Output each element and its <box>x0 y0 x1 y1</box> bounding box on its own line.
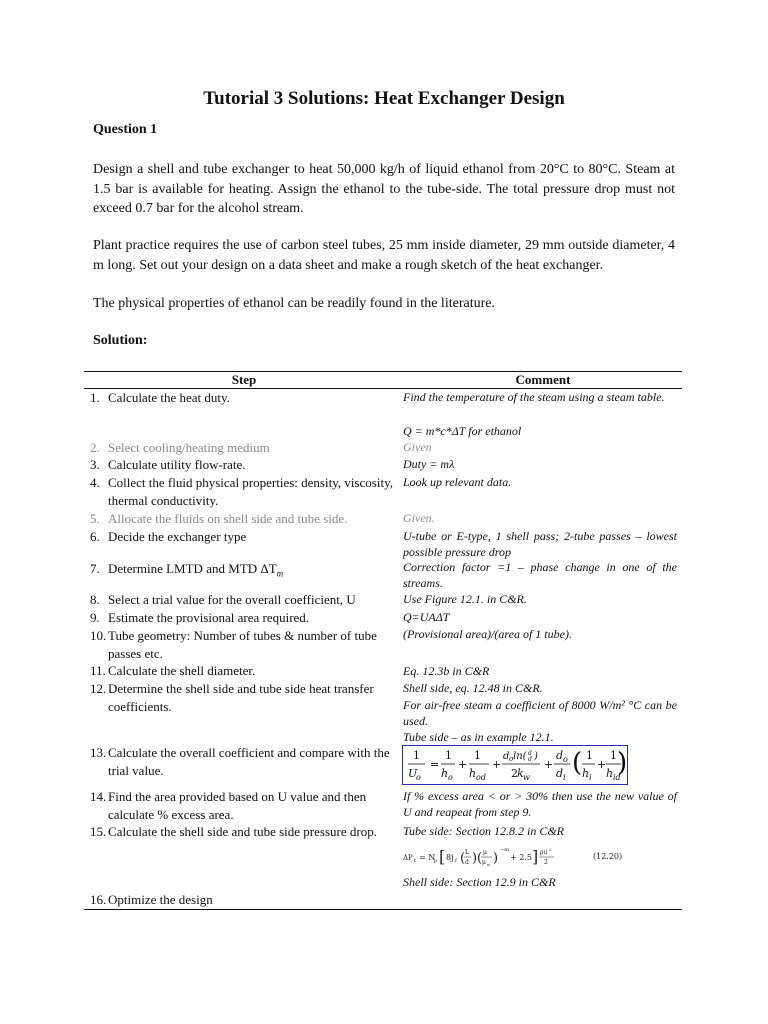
column-header-comment: Comment <box>515 372 571 387</box>
svg-text:): ) <box>493 851 499 866</box>
svg-text:1: 1 <box>610 749 617 762</box>
svg-text:+ 2.5: + 2.5 <box>510 853 532 862</box>
svg-text:h: h <box>441 767 449 780</box>
question-paragraph-2: Plant practice requires the use of carbon steel tubes, 25 mm inside diameter, 29 mm outside diameter, 4 m long. Set out your design on a data sheet and make a rough sketch of the heat exchanger. <box>93 238 675 273</box>
pressure-drop-formula <box>402 842 632 875</box>
svg-text:+: + <box>597 758 607 771</box>
svg-text:i: i <box>563 773 566 782</box>
question-heading: Question 1 <box>93 122 158 137</box>
row-step: Decide the exchanger type <box>108 529 247 544</box>
row-comment: Correction factor =1 – phase change in one of the streams. <box>403 560 677 590</box>
row-step-text: Determine LMTD and MTD ΔT <box>108 561 277 576</box>
row-step: Allocate the fluids on shell side and tube side. <box>108 511 348 526</box>
svg-text:d: d <box>556 767 564 780</box>
row-number: 9. <box>90 610 100 625</box>
svg-text:t: t <box>414 858 417 864</box>
svg-text:o: o <box>416 773 421 782</box>
svg-text:2: 2 <box>544 859 548 866</box>
question-paragraph-3: The physical properties of ethanol can be readily found in the literature. <box>93 296 495 311</box>
question-paragraph-1: Design a shell and tube exchanger to heat 50,000 kg/h of liquid ethanol from 20°C to 80°C. Steam at 1.5 bar is available for heating. Assign the ethanol to the tube-side. The total pressure drop must not exceed 0.7 bar for the alcohol stream. <box>93 162 675 216</box>
row-number: 15. <box>90 824 107 839</box>
row-step: Calculate utility flow-rate. <box>108 457 246 472</box>
svg-text:+: + <box>458 758 468 771</box>
svg-text:1: 1 <box>445 749 452 762</box>
row-step: Collect the fluid physical properties: density, viscosity, thermal conductivity. <box>108 475 393 508</box>
svg-text:1: 1 <box>586 749 593 762</box>
svg-text:d: d <box>556 749 564 762</box>
svg-text:(: ( <box>477 851 483 866</box>
row-comment: If % excess area < or > 30% then use the new value of U and reapeat from step 9. <box>403 789 677 819</box>
svg-text:h: h <box>582 767 590 780</box>
svg-text:o: o <box>448 773 453 782</box>
svg-text:i: i <box>589 773 592 782</box>
row-step: Estimate the provisional area required. <box>108 610 310 625</box>
row-step: Calculate the overall coefficient and compare with the trial value. <box>108 745 390 778</box>
row-number: 10. <box>90 628 107 643</box>
svg-text:o: o <box>563 755 568 764</box>
row-comment: Shell side, eq. 12.48 in C&R. <box>403 681 543 695</box>
svg-text:k: k <box>517 767 524 780</box>
svg-text:2: 2 <box>511 767 518 780</box>
page-title: Tutorial 3 Solutions: Heat Exchanger Design <box>203 88 565 109</box>
row-step: Select cooling/heating medium <box>108 440 270 455</box>
row-step: Calculate the heat duty. <box>108 390 230 405</box>
row-step: Calculate the shell side and tube side pressure drop. <box>108 824 377 839</box>
row-number: 8. <box>90 592 100 607</box>
svg-text:h: h <box>606 767 614 780</box>
svg-text:p: p <box>434 858 438 864</box>
row-comment: Tube side: Section 12.8.2 in C&R <box>403 824 564 838</box>
svg-text:ΔP: ΔP <box>403 854 413 862</box>
row-step: Find the area provided based on U value and then calculate % excess area. <box>108 789 367 822</box>
row-number: 2. <box>90 440 100 455</box>
row-comment: Eq. 12.3b in C&R <box>403 664 490 678</box>
steps-table <box>84 371 682 910</box>
row-comment: Find the temperature of the steam using a steam table. <box>403 390 665 404</box>
svg-text:f: f <box>455 858 457 864</box>
svg-text:L: L <box>465 849 469 856</box>
svg-text:): ) <box>534 751 538 762</box>
row-number: 11. <box>90 663 106 678</box>
svg-text:w: w <box>487 862 491 867</box>
svg-text:= N: = N <box>419 853 436 862</box>
row-comment-2: Shell side: Section 12.9 in C&R <box>403 875 556 889</box>
column-header-step: Step <box>231 372 257 387</box>
row-step: Calculate the shell diameter. <box>108 663 256 678</box>
row-step: Optimize the design <box>108 892 213 907</box>
row-step: Tube geometry: Number of tubes & number of tube passes etc. <box>108 628 377 661</box>
svg-text:+: + <box>544 758 554 771</box>
table-bottom-rule <box>84 909 682 910</box>
row-comment: Given. <box>403 511 435 525</box>
row-number: 3. <box>90 457 100 472</box>
svg-text:id: id <box>613 773 621 782</box>
svg-text:h: h <box>469 767 477 780</box>
svg-text:): ) <box>617 748 627 778</box>
svg-text:w: w <box>523 773 530 782</box>
svg-text:8j: 8j <box>446 853 454 862</box>
svg-text:=: = <box>430 758 440 771</box>
svg-text:d: d <box>528 750 532 757</box>
svg-text:(: ( <box>572 748 583 778</box>
svg-text:+: + <box>492 758 502 771</box>
row-comment: Duty = mλ <box>403 457 455 471</box>
row-number: 4. <box>90 475 100 490</box>
formula-graphic <box>403 746 627 784</box>
svg-text:1: 1 <box>413 749 420 762</box>
svg-text:): ) <box>472 851 478 866</box>
equation-number: (12.20) <box>593 852 623 861</box>
row-step <box>108 560 398 583</box>
svg-text:ln(: ln( <box>513 751 527 762</box>
row-number: 7. <box>90 561 100 576</box>
row-step: Select a trial value for the overall coefficient, U <box>108 592 356 607</box>
row-comment: U-tube or E-type, 1 shell pass; 2-tube passes – lowest possible pressure drop <box>403 529 677 559</box>
row-comment-2: For air-free steam a coefficient of 8000 W/m² °C can be used. <box>403 698 677 728</box>
svg-text:μ: μ <box>482 859 486 866</box>
row-comment-2: Q = m*c*ΔT for ethanol <box>403 424 522 438</box>
svg-text:o: o <box>509 755 514 763</box>
svg-text:μ: μ <box>483 849 487 856</box>
row-comment: Use Figure 12.1. in C&R. <box>403 592 527 606</box>
row-number: 6. <box>90 529 100 544</box>
svg-text:(: ( <box>460 851 466 866</box>
svg-text:d: d <box>528 756 532 763</box>
svg-text:[: [ <box>439 847 446 866</box>
svg-text:od: od <box>476 773 486 782</box>
row-comment: Given <box>403 440 432 454</box>
svg-text:−m: −m <box>500 847 509 853</box>
row-step: Determine the shell side and tube side heat transfer coefficients. <box>108 681 374 714</box>
row-number: 13. <box>90 745 107 760</box>
row-number: 5. <box>90 511 100 526</box>
svg-text:d: d <box>503 751 510 762</box>
solution-heading: Solution: <box>93 333 148 348</box>
svg-text:ρu: ρu <box>540 849 548 856</box>
row-comment: Q=UAΔT <box>403 610 450 624</box>
pressure-drop-graphic <box>402 842 632 870</box>
row-comment-3: Tube side – as in example 12.1. <box>403 730 554 744</box>
row-number: 14. <box>90 789 107 804</box>
svg-text:d: d <box>465 859 469 866</box>
row-comment-2: (Provisional area)/(area of 1 tube). <box>403 627 572 641</box>
overall-coefficient-formula <box>402 745 628 785</box>
svg-text:U: U <box>408 767 418 780</box>
row-step-subscript: m <box>276 568 284 579</box>
row-number: 12. <box>90 681 107 696</box>
svg-text:]: ] <box>532 847 539 866</box>
svg-text:2: 2 <box>549 847 552 852</box>
row-comment: Look up relevant data. <box>403 475 512 489</box>
row-number: 1. <box>90 390 100 405</box>
svg-text:1: 1 <box>474 749 481 762</box>
row-number: 16. <box>90 892 107 907</box>
